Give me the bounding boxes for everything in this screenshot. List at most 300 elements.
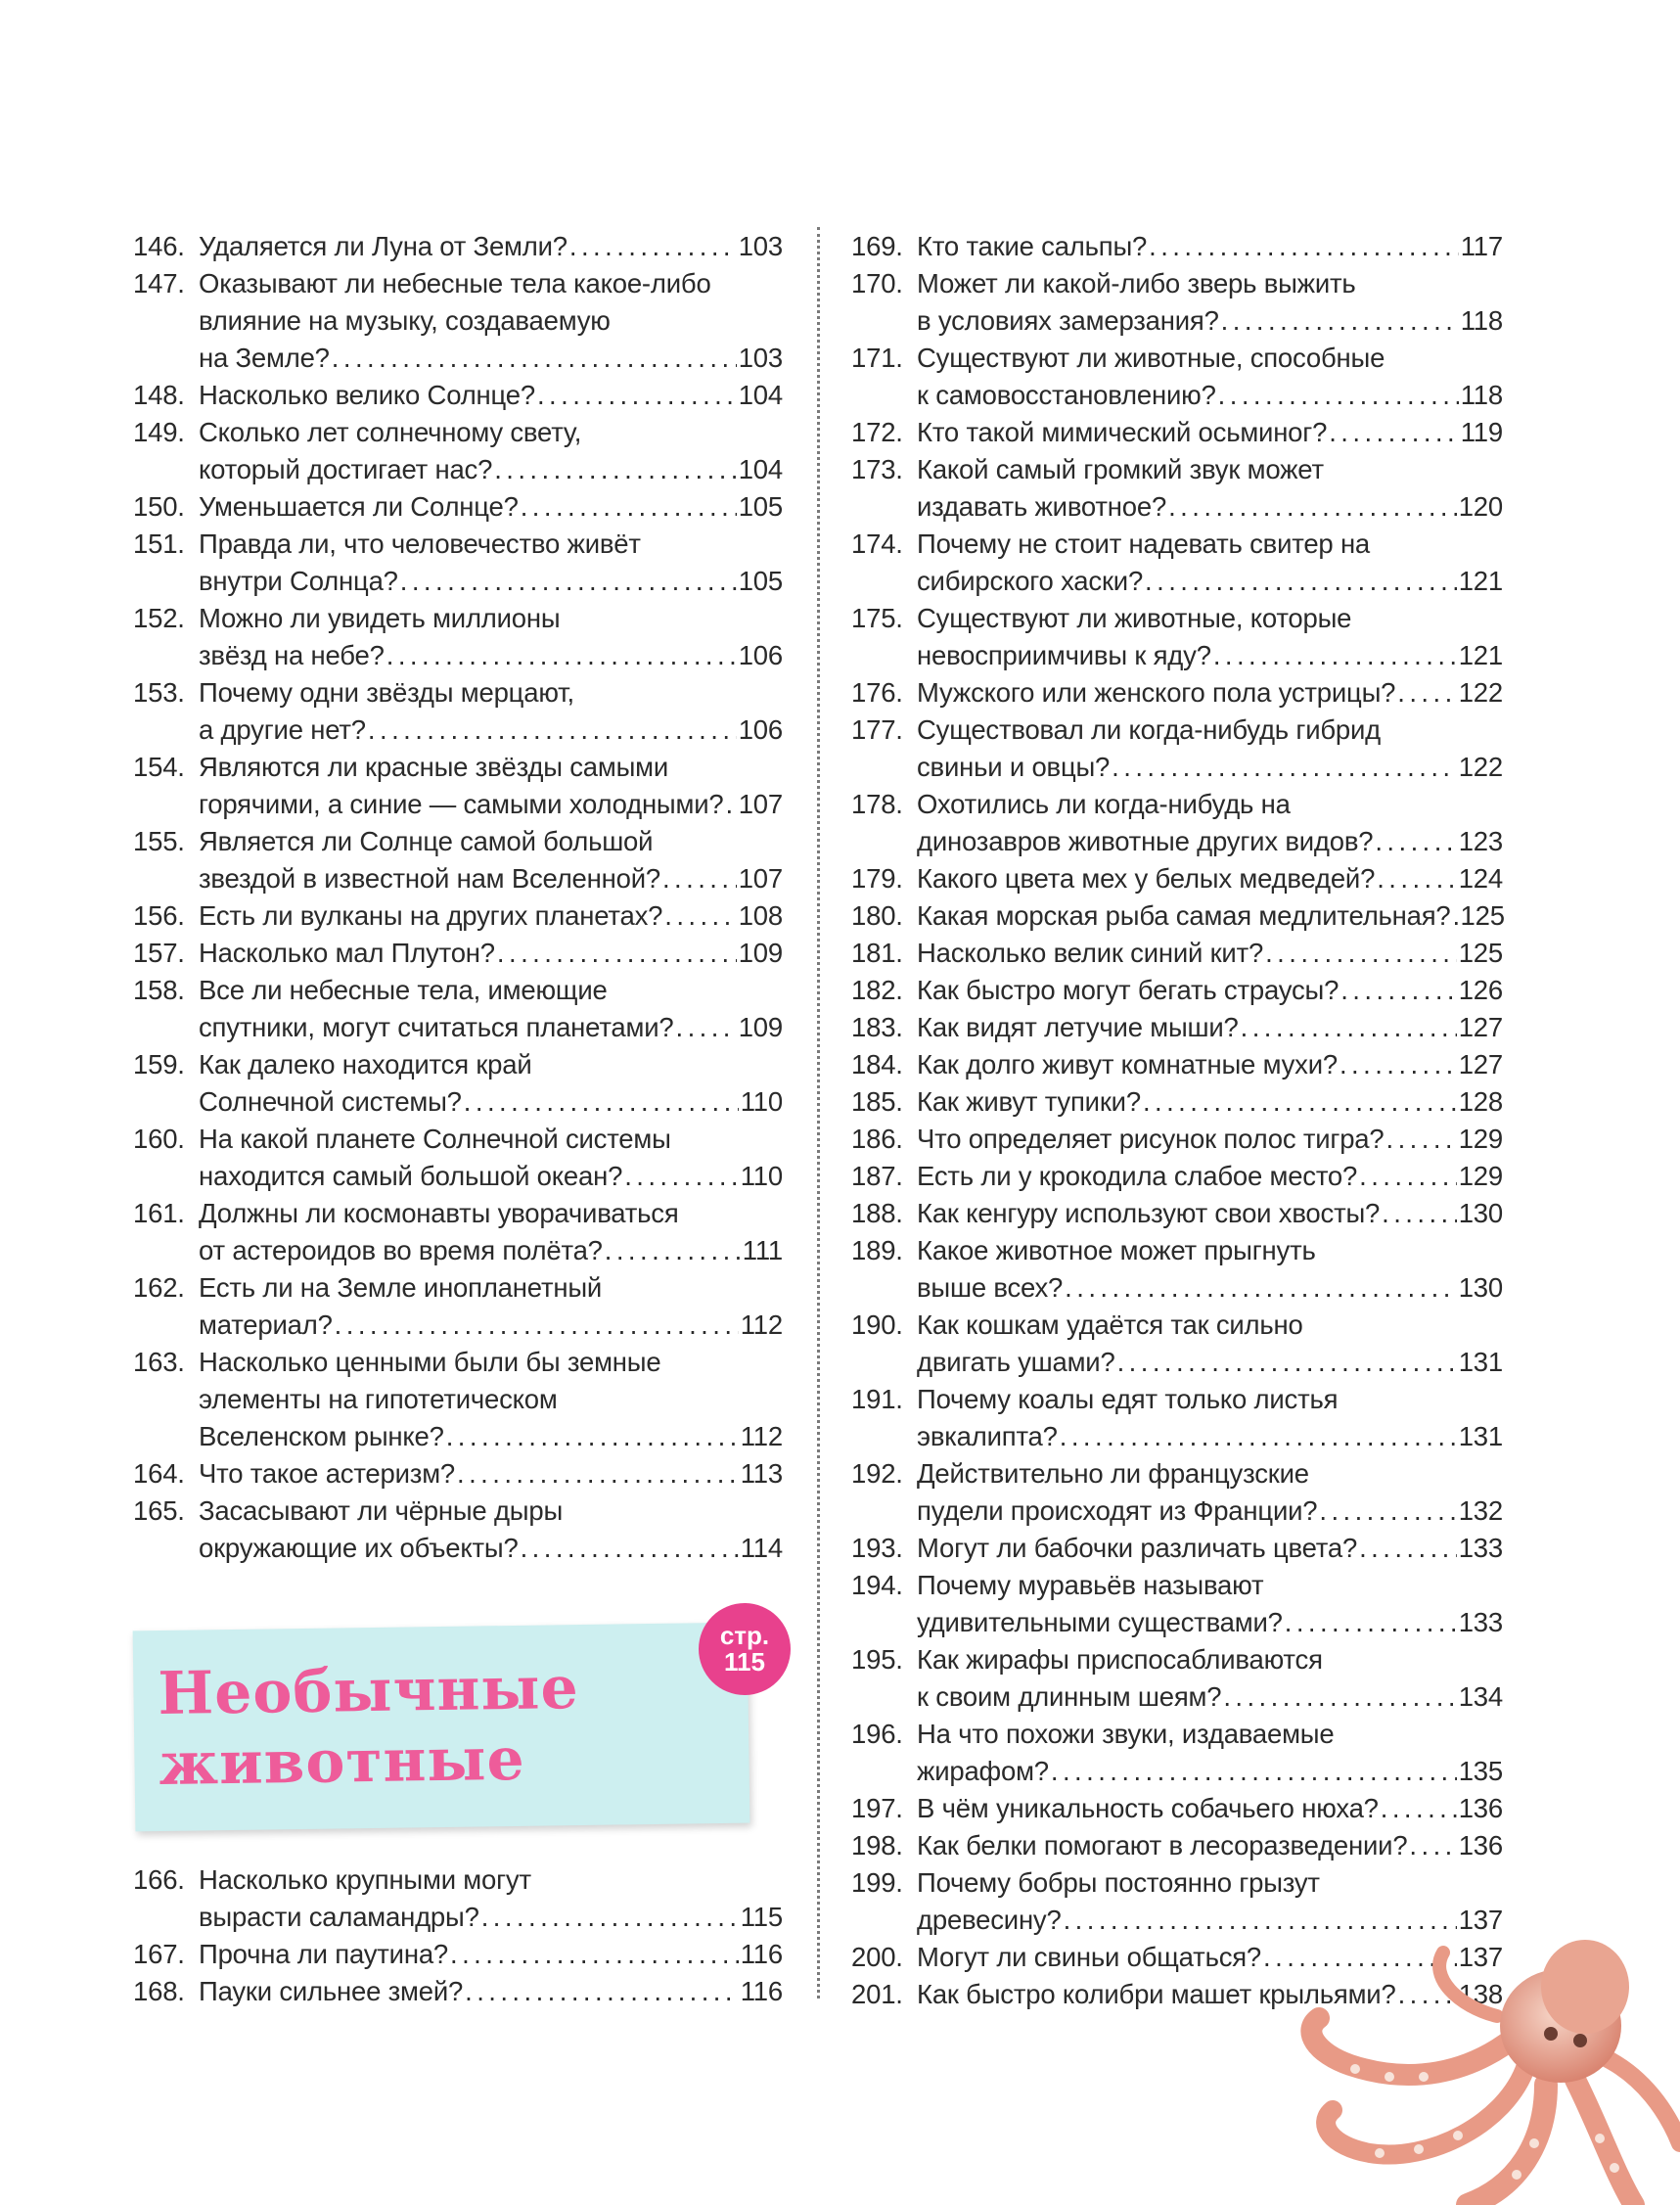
dot-leader [1397, 674, 1456, 712]
toc-entry-text: к самовосстановлению? [917, 380, 1216, 410]
toc-entry-last-line [917, 414, 1503, 451]
toc-entry-page: 109 [738, 1012, 783, 1042]
toc-entry-text: Насколько велико Солнце? [199, 380, 535, 410]
toc-entry-page: 118 [1460, 305, 1503, 336]
toc-entry-body [917, 1009, 1503, 1046]
toc-entry-text: Какого цвета мех у белых медведей? [917, 863, 1376, 894]
toc-entry-body [917, 1790, 1503, 1827]
toc-entry-last-line [199, 1158, 783, 1195]
toc-left-column [133, 228, 783, 1567]
dot-leader [537, 377, 737, 414]
dot-leader [1329, 414, 1459, 451]
toc-entry-last-line [917, 302, 1503, 340]
toc-entry [851, 1567, 1503, 1641]
toc-entry-number: 186. [851, 1124, 903, 1154]
toc-entry-text: Могут ли бабочки различать цвета? [917, 1533, 1358, 1563]
toc-entry-page: 107 [738, 789, 783, 819]
dot-leader [1453, 897, 1459, 935]
dot-leader [1168, 488, 1457, 526]
toc-entry-body [199, 749, 783, 823]
toc-entry-text: Почему не стоит надевать свитер на [917, 528, 1371, 559]
toc-entry-last-line [199, 1083, 783, 1121]
toc-entry [851, 414, 1503, 451]
toc-entry [133, 1936, 783, 1973]
toc-entry-text: Как живут тупики? [917, 1086, 1141, 1117]
toc-entry-page: 103 [738, 343, 783, 373]
toc-entry-page: 116 [740, 1976, 783, 2006]
toc-entry [851, 1158, 1503, 1195]
toc-entry-body [917, 1046, 1503, 1083]
toc-entry [851, 897, 1503, 935]
toc-entry-body [199, 823, 783, 897]
toc-entry-last-line [917, 860, 1503, 897]
dot-leader [1065, 1269, 1457, 1307]
toc-entry-text: Мужского или женского пола устрицы? [917, 677, 1396, 708]
toc-entry-last-line [199, 377, 783, 414]
toc-entry-page: 124 [1458, 863, 1503, 894]
toc-entry-number: 165. [133, 1495, 185, 1526]
toc-entry-body [199, 674, 783, 749]
dot-leader [497, 935, 737, 972]
toc-entry-text: двигать ушами? [917, 1347, 1115, 1377]
toc-entry-text: Насколько ценными были бы земные [199, 1347, 661, 1377]
toc-entry-number: 178. [851, 789, 903, 819]
toc-entry-number: 199. [851, 1867, 903, 1898]
dot-leader [1117, 1344, 1457, 1381]
toc-entry-body [199, 1344, 783, 1455]
toc-entry-last-line [917, 488, 1503, 526]
toc-entry-number: 194. [851, 1570, 903, 1600]
toc-entry [133, 228, 783, 265]
toc-entry-number: 151. [133, 528, 185, 559]
toc-entry-page: 110 [740, 1086, 783, 1117]
toc-entry-last-line [917, 1046, 1503, 1083]
toc-entry-text: Как жирафы приспосабливаются [917, 1644, 1323, 1675]
toc-entry-page: 128 [1458, 1086, 1503, 1117]
toc-entry [133, 1493, 783, 1567]
toc-entry-body [917, 414, 1503, 451]
toc-entry-page: 125 [1460, 900, 1505, 931]
toc-entry-page: 112 [740, 1421, 783, 1451]
toc-entry-body [199, 1973, 783, 2010]
toc-entry [851, 340, 1503, 414]
toc-entry-last-line [917, 897, 1503, 935]
toc-entry-last-line [917, 1158, 1503, 1195]
dot-leader [1265, 935, 1457, 972]
toc-entry-last-line [917, 1195, 1503, 1232]
toc-entry-body [199, 1493, 783, 1567]
toc-entry-last-line [199, 451, 783, 488]
toc-entry-body [917, 935, 1503, 972]
toc-entry-number: 164. [133, 1458, 185, 1489]
dot-leader [521, 488, 737, 526]
toc-entry [851, 1716, 1503, 1790]
toc-entry-last-line [917, 1604, 1503, 1641]
toc-entry-last-line [917, 674, 1503, 712]
toc-entry-body [199, 1046, 783, 1121]
toc-entry [133, 1973, 783, 2010]
toc-entry-last-line [199, 637, 783, 674]
dot-leader [450, 1936, 739, 1973]
toc-entry-number: 161. [133, 1198, 185, 1228]
dot-leader [494, 451, 737, 488]
toc-entry-text: влияние на музыку, создаваемую [199, 305, 611, 336]
dot-leader [664, 897, 736, 935]
toc-entry-text: Существуют ли животные, способные [917, 343, 1385, 373]
toc-entry-page: 122 [1458, 752, 1503, 782]
toc-entry-body [917, 1232, 1503, 1307]
toc-entry-number: 158. [133, 975, 185, 1005]
toc-entry-text: находится самый большой океан? [199, 1161, 623, 1191]
toc-entry [133, 1046, 783, 1121]
dot-leader [457, 1455, 739, 1493]
toc-entry [133, 1861, 783, 1936]
toc-entry-number: 200. [851, 1942, 903, 1972]
toc-entry-last-line [917, 749, 1503, 786]
toc-entry-text: Существуют ли животные, которые [917, 603, 1352, 633]
toc-entry-page: 131 [1458, 1347, 1503, 1377]
toc-entry-body [917, 786, 1503, 860]
toc-entry-text: Кто такие сальпы? [917, 231, 1148, 261]
toc-entry-body [199, 1936, 783, 1973]
toc-entry-number: 183. [851, 1012, 903, 1042]
toc-entry-page: 115 [740, 1902, 783, 1932]
dot-leader [1319, 1493, 1456, 1530]
toc-entry-text: Охотились ли когда-нибудь на [917, 789, 1291, 819]
toc-entry-number: 146. [133, 231, 185, 261]
toc-entry [851, 1530, 1503, 1567]
toc-entry-last-line [917, 377, 1503, 414]
toc-entry-body [199, 1861, 783, 1936]
toc-entry [133, 377, 783, 414]
toc-entry-page: 105 [738, 491, 783, 522]
toc-entry-number: 185. [851, 1086, 903, 1117]
toc-entry-last-line [917, 823, 1503, 860]
toc-entry-last-line [917, 228, 1503, 265]
toc-entry [851, 1232, 1503, 1307]
toc-entry-page: 130 [1458, 1198, 1503, 1228]
toc-entry-text: Насколько велик синий кит? [917, 938, 1264, 968]
dot-leader [662, 860, 737, 897]
toc-entry-last-line [199, 228, 783, 265]
toc-entry-text: внутри Солнца? [199, 566, 398, 596]
toc-entry-page: 120 [1458, 491, 1503, 522]
toc-entry-number: 175. [851, 603, 903, 633]
toc-entry-text: Что определяет рисунок полос тигра? [917, 1124, 1385, 1154]
toc-entry-text: вырасти саламандры? [199, 1902, 479, 1932]
toc-entry-text: звёзд на небе? [199, 640, 385, 670]
toc-entry-last-line [199, 1307, 783, 1344]
toc-entry-text: Вселенском рынке? [199, 1421, 444, 1451]
toc-entry-text: Насколько мал Плутон? [199, 938, 495, 968]
dot-leader [1149, 228, 1459, 265]
page-badge-number: 115 [724, 1647, 765, 1677]
toc-entry-text: горячими, а синие — самыми холодными? [199, 789, 724, 819]
toc-entry-page: 133 [1458, 1533, 1503, 1563]
toc-entry-number: 179. [851, 863, 903, 894]
toc-entry-number: 187. [851, 1161, 903, 1191]
toc-entry-last-line [199, 935, 783, 972]
section-title [158, 1653, 580, 1800]
toc-entry-body [917, 1827, 1503, 1864]
toc-entry-text: Как кенгуру используют свои хвосты? [917, 1198, 1381, 1228]
toc-entry-text: Как быстро колибри машет крыльями? [917, 1979, 1396, 2009]
toc-entry-text: к своим длинным шеям? [917, 1681, 1222, 1712]
dot-leader [1060, 1418, 1457, 1455]
toc-entry-text: Правда ли, что человечество живёт [199, 528, 641, 559]
dot-leader [624, 1158, 739, 1195]
toc-entry [133, 935, 783, 972]
toc-entry-text: Есть ли у крокодила слабое место? [917, 1161, 1358, 1191]
toc-entry-text: Все ли небесные тела, имеющие [199, 975, 608, 1005]
dot-leader [465, 1973, 739, 2010]
dot-leader [1359, 1158, 1457, 1195]
dot-leader [1112, 749, 1457, 786]
section-title-line-1: Необычные [158, 1654, 580, 1729]
toc-entry [851, 972, 1503, 1009]
toc-entry-last-line [199, 712, 783, 749]
toc-entry-text: в условиях замерзания? [917, 305, 1219, 336]
toc-entry-number: 172. [851, 417, 903, 447]
toc-entry-page: 135 [1458, 1756, 1503, 1786]
toc-entry-body [199, 377, 783, 414]
toc-entry-text: На какой планете Солнечной системы [199, 1124, 671, 1154]
dot-leader [332, 340, 737, 377]
toc-entry-number: 167. [133, 1939, 185, 1969]
toc-entry [133, 749, 783, 823]
toc-entry-number: 154. [133, 752, 185, 782]
toc-entry-text: Почему одни звёзды мерцают, [199, 677, 574, 708]
toc-entry-number: 174. [851, 528, 903, 559]
toc-entry-text: невосприимчивы к яду? [917, 640, 1211, 670]
toc-entry [851, 265, 1503, 340]
octopus-illustration [1223, 1918, 1680, 2205]
toc-entry-text: Какой самый громкий звук может [917, 454, 1324, 484]
toc-entry-page: 109 [738, 938, 783, 968]
toc-entry-text: Действительно ли французские [917, 1458, 1309, 1489]
toc-entry-text: Почему муравьёв называют [917, 1570, 1264, 1600]
toc-entry-text: Прочна ли паутина? [199, 1939, 449, 1969]
toc-entry-page: 114 [740, 1533, 783, 1563]
section-title-line-2: животные [159, 1724, 526, 1799]
toc-entry-text: Может ли какой-либо зверь выжить [917, 268, 1356, 299]
toc-entry-text: Есть ли вулканы на других планетах? [199, 900, 663, 931]
toc-entry [133, 526, 783, 600]
toc-entry-page: 125 [1458, 938, 1503, 968]
toc-entry [133, 823, 783, 897]
toc-entry-body [199, 414, 783, 488]
toc-entry-number: 201. [851, 1979, 903, 2009]
toc-entry [851, 1083, 1503, 1121]
toc-entry [133, 1195, 783, 1269]
dot-leader [521, 1530, 739, 1567]
dot-leader [1285, 1604, 1457, 1641]
toc-entry-number: 198. [851, 1830, 903, 1860]
dot-leader [368, 712, 737, 749]
toc-entry-page: 108 [738, 900, 783, 931]
toc-entry-text: эвкалипта? [917, 1421, 1058, 1451]
toc-entry-page: 138 [1458, 1979, 1503, 2009]
toc-entry-number: 148. [133, 380, 185, 410]
toc-entry-text: сибирского хаски? [917, 566, 1144, 596]
toc-entry-text: выше всех? [917, 1272, 1064, 1303]
toc-entry-page: 134 [1458, 1681, 1503, 1712]
toc-entry-text: Как белки помогают в лесоразведении? [917, 1830, 1408, 1860]
toc-entry [851, 1455, 1503, 1530]
toc-entry-body [917, 1158, 1503, 1195]
toc-entry-last-line [917, 563, 1503, 600]
toc-entry-page: 136 [1458, 1830, 1503, 1860]
toc-entry-text: Как далеко находится край [199, 1049, 532, 1080]
toc-entry-body [917, 600, 1503, 674]
toc-entry-page: 122 [1458, 677, 1503, 708]
toc-entry-text: жирафом? [917, 1756, 1049, 1786]
toc-entry-last-line [199, 1009, 783, 1046]
toc-entry-text: удивительными существами? [917, 1607, 1283, 1637]
toc-entry-text: который достигает нас? [199, 454, 493, 484]
toc-entry [851, 1307, 1503, 1381]
toc-entry-last-line [199, 1232, 783, 1269]
toc-entry-number: 150. [133, 491, 185, 522]
toc-entry-body [917, 674, 1503, 712]
toc-entry-number: 196. [851, 1719, 903, 1749]
toc-entry-page: 123 [1458, 826, 1503, 856]
toc-entry-body [199, 1195, 783, 1269]
dot-leader [335, 1307, 739, 1344]
toc-entry-page: 116 [740, 1939, 783, 1969]
toc-entry [133, 1121, 783, 1195]
toc-entry-number: 153. [133, 677, 185, 708]
toc-entry-text: Засасывают ли чёрные дыры [199, 1495, 564, 1526]
toc-entry-number: 157. [133, 938, 185, 968]
toc-entry-last-line [199, 563, 783, 600]
toc-entry-page: 133 [1458, 1607, 1503, 1637]
toc-entry-number: 193. [851, 1533, 903, 1563]
toc-entry-number: 182. [851, 975, 903, 1005]
toc-entry-body [917, 712, 1503, 786]
toc-entry-text: а другие нет? [199, 714, 366, 745]
toc-entry [851, 1827, 1503, 1864]
toc-entry-body [199, 526, 783, 600]
toc-entry [133, 488, 783, 526]
toc-entry-page: 104 [738, 454, 783, 484]
toc-entry [851, 526, 1503, 600]
toc-entry-text: Как видят летучие мыши? [917, 1012, 1239, 1042]
toc-entry [133, 600, 783, 674]
toc-entry-body [917, 1121, 1503, 1158]
toc-entry [851, 228, 1503, 265]
toc-entry-last-line [917, 935, 1503, 972]
toc-entry-page: 129 [1458, 1161, 1503, 1191]
toc-entry-page: 131 [1458, 1421, 1503, 1451]
toc-entry-body [917, 526, 1503, 600]
toc-entry [851, 1009, 1503, 1046]
toc-entry-text: Как кошкам удаётся так сильно [917, 1309, 1303, 1340]
toc-entry-page: 106 [738, 714, 783, 745]
toc-entry-number: 170. [851, 268, 903, 299]
toc-entry-page: 106 [738, 640, 783, 670]
toc-entry-number: 189. [851, 1235, 903, 1265]
toc-entry-last-line [917, 972, 1503, 1009]
dot-leader [1143, 1083, 1457, 1121]
toc-entry-text: В чём уникальность собачьего нюха? [917, 1793, 1379, 1823]
toc-entry-text: динозавров животные других видов? [917, 826, 1374, 856]
toc-entry-text: пудели происходят из Франции? [917, 1495, 1318, 1526]
toc-entry [133, 897, 783, 935]
toc-entry-number: 181. [851, 938, 903, 968]
dot-leader [1213, 637, 1457, 674]
toc-entry-body [199, 897, 783, 935]
toc-entry-body [917, 1083, 1503, 1121]
dot-leader [1339, 1046, 1457, 1083]
toc-entry [133, 674, 783, 749]
dot-leader [1382, 1195, 1457, 1232]
page-badge [699, 1603, 791, 1695]
toc-entry-page: 113 [740, 1458, 783, 1489]
toc-entry-body [199, 935, 783, 972]
toc-entry-number: 197. [851, 1793, 903, 1823]
toc-entry [851, 1381, 1503, 1455]
toc-entry-number: 195. [851, 1644, 903, 1675]
toc-entry-last-line [199, 897, 783, 935]
toc-entry-number: 160. [133, 1124, 185, 1154]
toc-entry-body [199, 600, 783, 674]
toc-entry-page: 130 [1458, 1272, 1503, 1303]
dot-leader [1409, 1827, 1456, 1864]
toc-entry-text: Как быстро могут бегать страусы? [917, 975, 1339, 1005]
dot-leader [1218, 377, 1459, 414]
toc-entry-body [917, 228, 1503, 265]
toc-entry-text: Что такое астеризм? [199, 1458, 455, 1489]
toc-entry-text: на Земле? [199, 343, 330, 373]
toc-entry-page: 110 [740, 1161, 783, 1191]
toc-entry-text: Можно ли увидеть миллионы [199, 603, 561, 633]
toc-entry-text: древесину? [917, 1905, 1062, 1935]
toc-entry-page: 127 [1458, 1049, 1503, 1080]
toc-entry-number: 184. [851, 1049, 903, 1080]
dot-leader [400, 563, 737, 600]
dot-leader [1223, 1678, 1456, 1716]
toc-entry-text: Насколько крупными могут [199, 1864, 531, 1895]
toc-entry-last-line [917, 1418, 1503, 1455]
dot-leader [446, 1418, 739, 1455]
toc-entry-last-line [917, 1083, 1503, 1121]
toc-entry-number: 177. [851, 714, 903, 745]
toc-entry-number: 180. [851, 900, 903, 931]
dot-leader [1381, 1790, 1457, 1827]
toc-entry-text: Как долго живут комнатные мухи? [917, 1049, 1338, 1080]
toc-entry-text: Является ли Солнце самой большой [199, 826, 654, 856]
toc-entry-page: 121 [1458, 640, 1503, 670]
toc-entry-last-line [199, 1936, 783, 1973]
toc-entry-page: 105 [738, 566, 783, 596]
toc-entry-body [199, 1121, 783, 1195]
toc-entry-last-line [917, 1753, 1503, 1790]
toc-entry-page: 103 [738, 231, 783, 261]
dot-leader [569, 228, 737, 265]
toc-entry-text: Какое животное может прыгнуть [917, 1235, 1316, 1265]
toc-entry-number: 163. [133, 1347, 185, 1377]
toc-entry-text: Удаляется ли Луна от Земли? [199, 231, 568, 261]
toc-entry-body [917, 1567, 1503, 1641]
toc-entry-body [917, 340, 1503, 414]
toc-entry-text: Какая морская рыба самая медлительная? [917, 900, 1451, 931]
toc-entry [851, 1195, 1503, 1232]
toc-entry-last-line [199, 860, 783, 897]
dot-leader [464, 1083, 739, 1121]
toc-entry-page: 136 [1458, 1793, 1503, 1823]
toc-entry-page: 127 [1458, 1012, 1503, 1042]
